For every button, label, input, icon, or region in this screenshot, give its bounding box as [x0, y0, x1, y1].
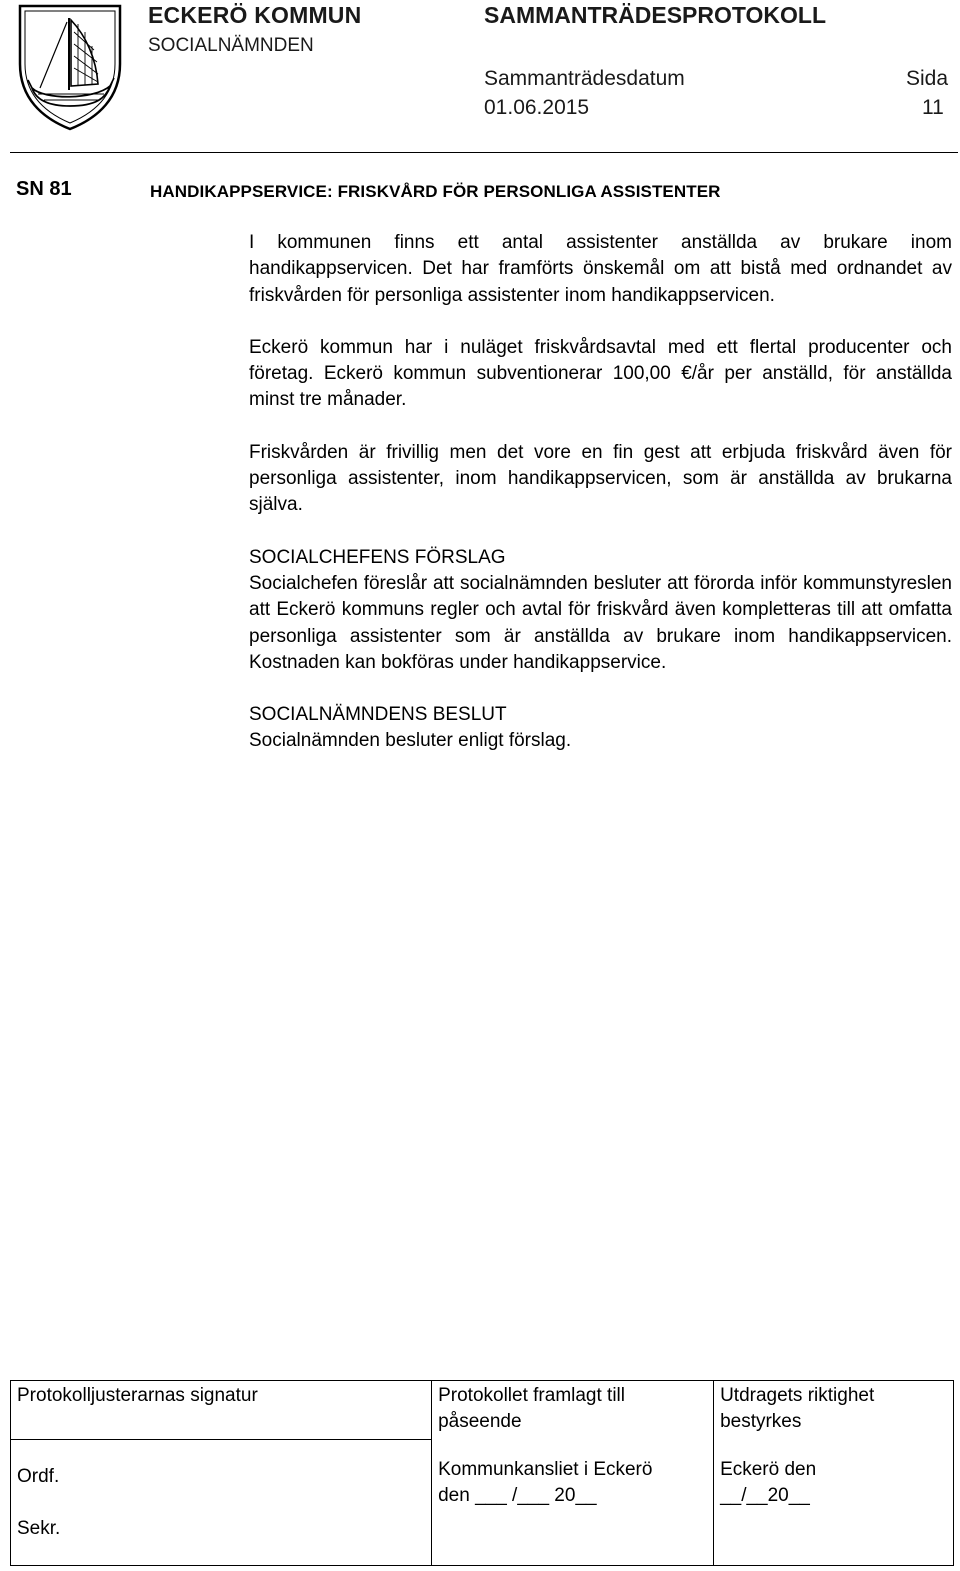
header-divider	[10, 152, 958, 153]
page-number: 11	[922, 96, 944, 119]
section-title: HANDIKAPPSERVICE: FRISKVÅRD FÖR PERSONLIGA ASSISTENTER	[150, 182, 721, 201]
paragraph-3: Friskvården är frivillig men det vore en fin gest att erbjuda friskvård även för personliga assistenter, inom handikappservicen, som är anställda av brukarna själva.	[249, 441, 952, 516]
certified-date-line: __/__20__	[720, 1485, 810, 1506]
display-cell	[432, 1381, 714, 1566]
section-body	[249, 230, 952, 755]
signature-header: Protokolljusterarnas signatur	[17, 1385, 258, 1406]
certified-location: Eckerö den	[720, 1459, 817, 1480]
signature-table	[10, 1380, 954, 1566]
org-name: ECKERÖ KOMMUN	[148, 2, 362, 28]
signature-lines-cell	[11, 1440, 432, 1566]
municipal-crest-icon	[14, 2, 126, 132]
decision-heading: SOCIALNÄMNDENS BESLUT	[249, 704, 507, 726]
page-label: Sida	[906, 67, 949, 90]
certified-header: Utdragets riktighet bestyrkes	[720, 1385, 875, 1432]
proposal-text: Socialchefen föreslår att socialnämnden besluter att förorda inför kommunstyreslen att Eckerö kommuns regler och avtal för friskvård även kompletteras till att omfatta personliga assistenter som är anställda av brukare inom handikappservicen. Kostnaden kan bokföras under handikappservice.	[249, 572, 952, 673]
display-location: Kommunkansliet i Eckerö	[438, 1459, 653, 1480]
document-type: SAMMANTRÄDESPROTOKOLL	[484, 2, 827, 28]
meeting-date-value: 01.06.2015	[484, 96, 590, 119]
decision-text: Socialnämnden besluter enligt förslag.	[249, 730, 572, 752]
paragraph-1: I kommunen finns ett antal assistenter anställda av brukare inom handikappservicen. Det har framförts önskemål om att bistå med ordnandet av friskvården för personliga assistenter inom handikappservicen.	[249, 232, 952, 306]
secretary-signature-label: Sekr.	[17, 1518, 61, 1539]
paragraph-2: Eckerö kommun har i nuläget friskvårdsavtal med ett flertal producenter och företag. Eckerö kommun subventionerar 100,00 €/år per anställd, för anställda minst tre månader.	[249, 336, 952, 411]
display-header: Protokollet framlagt till påseende	[438, 1385, 625, 1432]
chair-signature-label: Ordf.	[17, 1466, 60, 1487]
signature-header-cell	[11, 1381, 432, 1440]
certified-cell	[714, 1381, 954, 1566]
meeting-date-label: Sammanträdesdatum	[484, 67, 685, 90]
section-number: SN 81	[16, 178, 72, 200]
display-date-line: den ___ /___ 20__	[438, 1485, 597, 1506]
org-department: SOCIALNÄMNDEN	[148, 35, 314, 56]
proposal-heading: SOCIALCHEFENS FÖRSLAG	[249, 546, 506, 568]
